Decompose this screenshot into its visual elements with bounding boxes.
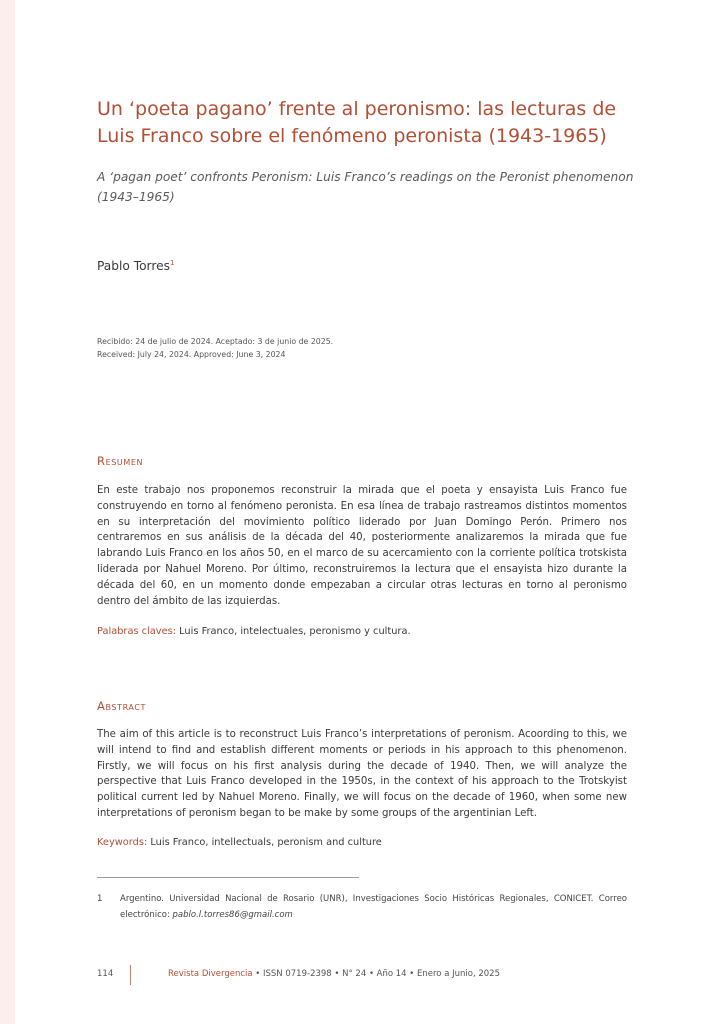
- author-name: Pablo Torres: [97, 259, 170, 274]
- resumen-keywords: [97, 626, 411, 637]
- abstract-body: The aim of this article is to reconstruct Luis Franco’s interpretations of peronism. Acoording to this, we will intend to find and establish different moments or periods in his approach to this phenomenon. Firstly, we will focus on his first analysis during the decade of 1940. Then, we will analyze the perspective that Luis Franco developed in the 1950s, in the context of his approach to the Trotskyist political current led by Nahuel Moreno. Finally, we will focus on the decade of 1960, when some new interpretations of peronism began to be make by some groups of the argentinian Left.: [97, 729, 627, 819]
- submission-dates: [97, 336, 333, 361]
- abstract-keywords-list: Luis Franco, intellectuals, peronism and culture: [147, 837, 382, 848]
- footnote-divider: [97, 877, 359, 878]
- dates-spanish: Recibido: 24 de julio de 2024. Aceptado: 3 de junio de 2025.: [97, 337, 334, 346]
- resumen-heading: Resumen: [97, 454, 144, 468]
- footnote-email[interactable]: pablo.l.torres86@gmail.com: [172, 910, 293, 920]
- abstract-keywords: [97, 837, 382, 848]
- article-subtitle: A ‘pagan poet’ confronts Peronism: Luis Franco’s readings on the Peronist phenomenon (1943–1965): [97, 170, 634, 204]
- footnote-affiliation: Argentino. Universidad Nacional de Rosario (UNR), Investigaciones Socio Históricas Regionales, CONICET. Correo electrónico:: [120, 894, 627, 920]
- journal-name: Revista Divergencia: [168, 969, 253, 979]
- footnote: [97, 891, 627, 923]
- article-title: Un ‘poeta pagano’ frente al peronismo: las lecturas de Luis Franco sobre el fenómeno peronista (1943-1965): [97, 98, 617, 147]
- footnote-number: 1: [97, 894, 103, 904]
- resumen-body: En este trabajo nos proponemos reconstruir la mirada que el poeta y ensayista Luis Franco fue construyendo en torno al fenómeno peronista. En esa línea de trabajo rastreamos distintos momentos en su interpretación del movimiento político liderado por Juan Domingo Perón. Primero nos centraremos en sus análisis de la década del 40, posteriormente analizaremos la mirada que fue labrando Luis Franco en los años 50, en el marco de su acercamiento con la corriente política trotskista liderada por Nahuel Moreno. Por último, reconstruiremos la lectura que el ensayista hizo durante la década del 60, en un momento donde empezaban a circular otras lecturas en torno al peronismo dentro del ámbito de las izquierdas.: [97, 485, 627, 607]
- page-margin-band: [0, 0, 15, 1024]
- footer-separator: [130, 965, 131, 985]
- dates-english: Received: July 24, 2024. Approved: June 3, 2024: [97, 349, 286, 359]
- footnote-text: [120, 891, 627, 923]
- resumen-keywords-label: Palabras claves:: [97, 626, 177, 637]
- page-number: 114: [97, 969, 114, 979]
- abstract-keywords-label: Keywords:: [97, 837, 148, 848]
- resumen-keywords-list: Luis Franco, intelectuales, peronismo y cultura.: [176, 626, 411, 637]
- journal-info: [168, 969, 500, 979]
- journal-details: • ISSN 0719-2398 • N° 24 • Año 14 • Enero a Junio, 2025: [252, 969, 500, 979]
- footnote-marker[interactable]: 1: [169, 259, 175, 267]
- abstract-heading: Abstract: [97, 699, 147, 713]
- author-line: [97, 259, 174, 273]
